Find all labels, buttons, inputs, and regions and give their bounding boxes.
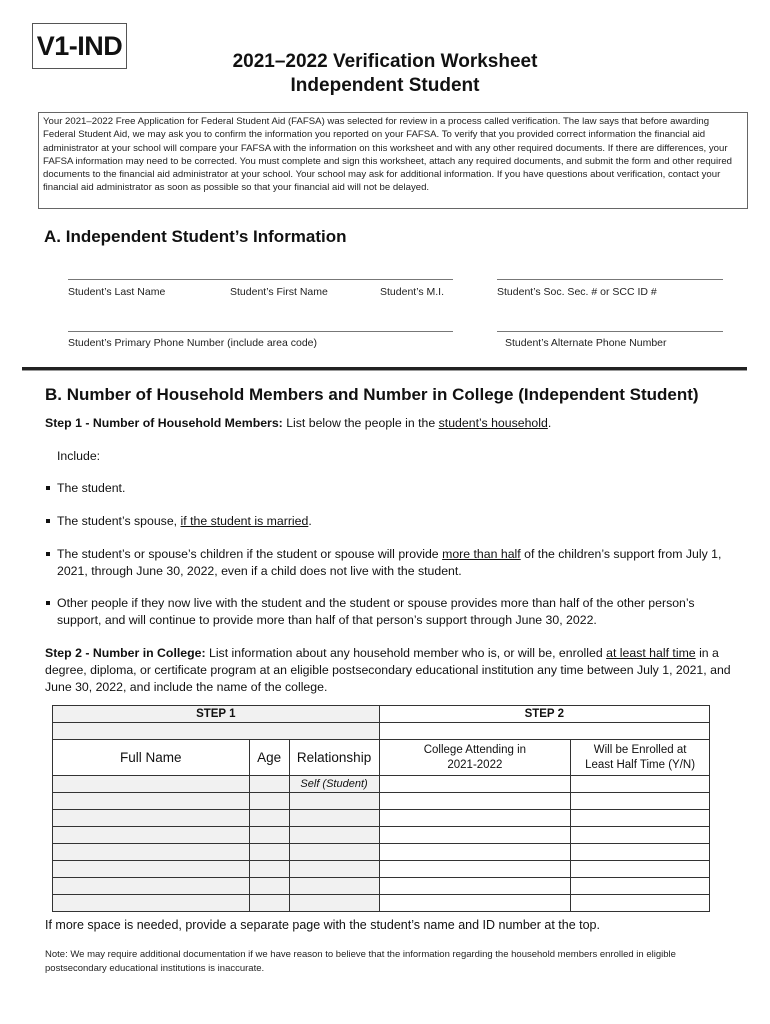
step2-text-end: in a degree, diploma, or certificate program at an eligible postsecondary educational institution any time between July 1, 2021, and June 30, 2022, and include the name of the college. xyxy=(45,646,731,694)
table-row xyxy=(53,776,710,793)
bullet-text-end: . xyxy=(308,514,312,528)
primary-phone-input-line[interactable] xyxy=(68,331,453,332)
step2-underlined-text: at least half time xyxy=(606,646,696,660)
step2-instructions xyxy=(45,645,735,696)
age-cell[interactable] xyxy=(249,844,289,861)
bullet-item xyxy=(45,595,735,629)
bullet-icon xyxy=(46,552,50,556)
table-row xyxy=(53,844,710,861)
college-cell[interactable] xyxy=(379,810,571,827)
step1-header: STEP 1 xyxy=(53,706,380,723)
relationship-cell[interactable] xyxy=(289,895,379,912)
enrolled-cell[interactable] xyxy=(571,844,710,861)
college-cell[interactable] xyxy=(379,827,571,844)
step1-label: Step 1 - Number of Household Members: xyxy=(45,416,283,430)
college-cell[interactable] xyxy=(379,793,571,810)
more-space-instruction: If more space is needed, provide a separate page with the student’s name and ID number at the top. xyxy=(45,918,600,932)
college-cell[interactable] xyxy=(379,844,571,861)
table-spacer-row xyxy=(53,723,710,740)
enrolled-cell[interactable] xyxy=(571,895,710,912)
enrolled-header xyxy=(571,740,710,776)
age-cell[interactable] xyxy=(249,810,289,827)
enrolled-cell[interactable] xyxy=(571,861,710,878)
bullet-underlined-text: if the student is married xyxy=(180,514,309,528)
table-row xyxy=(53,810,710,827)
college-cell[interactable] xyxy=(379,878,571,895)
section-divider xyxy=(22,367,747,370)
enrolled-cell[interactable] xyxy=(571,776,710,793)
college-header xyxy=(379,740,571,776)
bullet-underlined-text: more than half xyxy=(442,547,521,561)
alternate-phone-label: Student’s Alternate Phone Number xyxy=(505,337,667,349)
form-code-badge: V1-IND xyxy=(32,23,127,69)
step2-label: Step 2 - Number in College: xyxy=(45,646,206,660)
last-name-label: Student’s Last Name xyxy=(68,286,166,298)
section-b-title: B. Number of Household Members and Number in College (Independent Student) xyxy=(45,385,699,404)
relationship-cell[interactable] xyxy=(289,878,379,895)
college-header-line2: 2021-2022 xyxy=(447,758,503,771)
primary-phone-label: Student’s Primary Phone Number (include area code) xyxy=(68,337,318,349)
relationship-cell[interactable] xyxy=(289,827,379,844)
bullet-text: The student. xyxy=(57,481,126,495)
step2-header: STEP 2 xyxy=(379,706,709,723)
relationship-cell[interactable] xyxy=(289,844,379,861)
age-cell[interactable] xyxy=(249,895,289,912)
alternate-phone-input-line[interactable] xyxy=(497,331,723,332)
age-header: Age xyxy=(249,740,289,776)
college-cell[interactable] xyxy=(379,895,571,912)
full-name-header: Full Name xyxy=(53,740,250,776)
step1-spacer xyxy=(53,723,380,740)
college-cell[interactable] xyxy=(379,776,571,793)
college-header-line1: College Attending in xyxy=(423,743,527,756)
college-cell[interactable] xyxy=(379,861,571,878)
title-line-2: Independent Student xyxy=(290,75,480,96)
page-title xyxy=(160,50,610,98)
name-input-line[interactable] xyxy=(68,279,453,280)
full-name-cell[interactable] xyxy=(53,861,250,878)
ssn-label: Student’s Soc. Sec. # or SCC ID # xyxy=(497,286,657,298)
step1-instructions xyxy=(45,415,551,432)
relationship-cell[interactable] xyxy=(289,793,379,810)
include-label: Include: xyxy=(57,449,101,463)
ssn-input-line[interactable] xyxy=(497,279,723,280)
relationship-cell[interactable] xyxy=(289,861,379,878)
student-household-link: student’s household xyxy=(438,416,548,430)
full-name-cell[interactable] xyxy=(53,827,250,844)
age-cell[interactable] xyxy=(249,793,289,810)
relationship-header: Relationship xyxy=(289,740,379,776)
table-row xyxy=(53,793,710,810)
bullet-item xyxy=(45,480,735,497)
bullet-text: Other people if they now live with the student and the student or spouse provides more than half of the other person’s support, and will continue to provide more than half of that person’s support through June 30, 2022. xyxy=(57,596,695,627)
age-cell[interactable] xyxy=(249,878,289,895)
table-row xyxy=(53,827,710,844)
relationship-cell[interactable] xyxy=(289,810,379,827)
full-name-cell[interactable] xyxy=(53,844,250,861)
enrolled-header-line2: Least Half Time (Y/N) xyxy=(585,758,696,771)
full-name-cell[interactable] xyxy=(53,776,250,793)
full-name-cell[interactable] xyxy=(53,793,250,810)
enrolled-cell[interactable] xyxy=(571,810,710,827)
section-a-title: A. Independent Student’s Information xyxy=(44,227,347,246)
table-row xyxy=(53,878,710,895)
mi-label: Student’s M.I. xyxy=(380,286,445,298)
bullet-text: The student’s or spouse’s children if the student or spouse will provide xyxy=(57,547,443,561)
relationship-cell: Self (Student) xyxy=(289,776,379,793)
table-column-header-row xyxy=(53,740,710,776)
bullet-text-end: of the children’s support from July 1, 2021, through June 30, 2022, even if a child does not live with the student. xyxy=(57,547,722,578)
bullet-item xyxy=(45,546,735,580)
step1-period: . xyxy=(547,416,552,430)
documentation-note: Note: We may require additional documentation if we have reason to believe that the information regarding the household members enrolled in eligible postsecondary educational institutions is inaccurate. xyxy=(45,949,676,974)
enrolled-cell[interactable] xyxy=(571,793,710,810)
bullet-icon xyxy=(46,486,50,490)
full-name-cell[interactable] xyxy=(53,895,250,912)
first-name-label: Student’s First Name xyxy=(230,286,328,298)
step2-text: List information about any household member who is, or will be, enrolled xyxy=(205,646,607,660)
age-cell[interactable] xyxy=(249,776,289,793)
enrolled-cell[interactable] xyxy=(571,878,710,895)
bullet-text: The student’s spouse, xyxy=(57,514,181,528)
intro-notice: Your 2021–2022 Free Application for Federal Student Aid (FAFSA) was selected for review in a process called verification. The law says that before awarding Federal Student Aid, we may ask you to confirm the information you reported on your FAFSA. To verify that you provided correct information the financial aid administrator at your school will compare your FAFSA with the information on this worksheet and with any other required documents. If there are differences, your FAFSA information may need to be corrected. You must complete and sign this worksheet, attach any required documents, and submit the form and other required documents to the financial aid administrator at your school. Your school may ask for additional information. If you have questions about verification, contact your financial aid administrator as soon as possible so that your financial aid will not be delayed. xyxy=(38,112,748,209)
full-name-cell[interactable] xyxy=(53,810,250,827)
step2-spacer xyxy=(379,723,709,740)
table-row xyxy=(53,861,710,878)
bullet-icon xyxy=(46,519,50,523)
household-members-table xyxy=(52,705,710,912)
step1-text: List below the people in the xyxy=(282,416,439,430)
bullet-item xyxy=(45,513,735,530)
enrolled-cell[interactable] xyxy=(571,827,710,844)
age-cell[interactable] xyxy=(249,861,289,878)
bullet-icon xyxy=(46,601,50,605)
table-row xyxy=(53,895,710,912)
age-cell[interactable] xyxy=(249,827,289,844)
table-step-header-row xyxy=(53,706,710,723)
title-line-1: 2021–2022 Verification Worksheet xyxy=(232,51,538,72)
full-name-cell[interactable] xyxy=(53,878,250,895)
enrolled-header-line1: Will be Enrolled at xyxy=(593,743,687,756)
